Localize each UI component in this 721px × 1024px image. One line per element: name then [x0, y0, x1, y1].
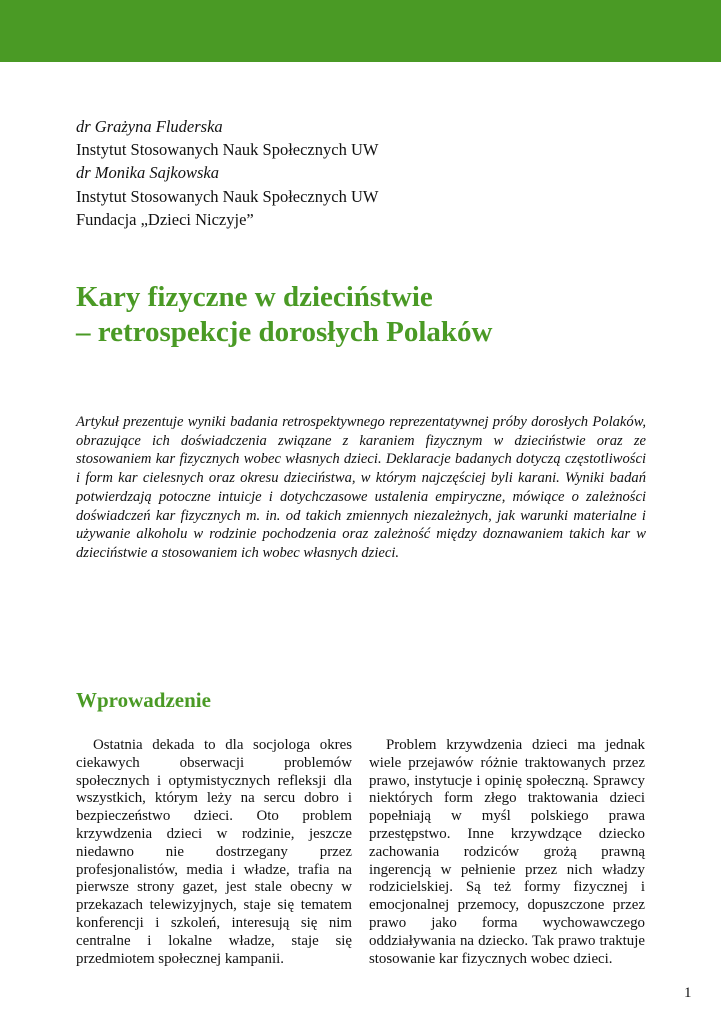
author-name: dr Grażyna Fluderska [76, 117, 223, 136]
article-title-line-1: Kary fizyczne w dzieciństwie [76, 281, 433, 313]
article-title [76, 280, 676, 350]
article-title-line-2: – retrospekcje dorosłych Polaków [76, 316, 493, 348]
author-name: dr Monika Sajkowska [76, 163, 219, 183]
author-affiliation: Instytut Stosowanych Nauk Społecznych UW [76, 186, 379, 206]
abstract: Artykuł prezentuje wyniki badania retrospektywnego reprezentatywnej próby dorosłych Polaków, obrazujące ich doświadczenia związane z karaniem fizycznym w dzieciństwie oraz ze stosowaniem kar fizycznych wobec własnych dzieci. Deklaracje badanych dotyczą częstotliwości i form kar cielesnych oraz okresu dzieciństwa, w którym najczęściej byli karani. Wyniki badań potwierdzają potoczne intuicje i dotychczasowe ustalenia empiryczne, mówiące o zależności doświadczeń kar fizycznych m. in. od takich zmiennych niezależnych, jak warunki materialne i używanie alkoholu w rodzinie pochodzenia oraz zależność między doznawaniem takich kar w dzieciństwie a stosowaniem ich wobec własnych dzieci. [76, 414, 646, 561]
author-affiliation: Instytut Stosowanych Nauk Społecznych UW [76, 140, 379, 160]
section-heading: Wprowadzenie [76, 688, 211, 712]
author-affiliations [76, 115, 636, 231]
body-column-right: Problem krzywdzenia dzieci ma jednak wiele przejawów różnie traktowanych przez prawo, instytucje i opinię społeczną. Sprawcy niektórych form złego traktowania dzieci popełniają w myśl polskiego prawa przestępstwo. Inne krzywdzące dziecko zachowania rodziców grożą prawną ingerencją w pełnienie przez nich władzy rodzicielskiej. Są też formy fizycznej i emocjonalnej przemocy, dopuszczone przez prawo jako forma wychowawczego oddziaływania na dziecko. Tak prawo traktuje stosowanie kar fizycznych wobec dzieci. [369, 737, 645, 967]
body-column-left: Ostatnia dekada to dla socjologa okres ciekawych obserwacji problemów społecznych i optymistycznych refleksji dla wszystkich, którym leży na sercu dobro i bezpieczeństwo dzieci. Oto problem krzywdzenia dzieci w rodzinie, jeszcze niedawno nie dostrzegany przez profesjonalistów, media i władze, trafia na pierwsze strony gazet, jest stale obecny w przekazach telewizyjnych, staje się tematem konferencji i szkoleń, interesują się nim centralne i lokalne władze, staje się przedmiotem społecznej kampanii. [76, 737, 352, 967]
header-color-bar [0, 0, 721, 62]
author-affiliation: Fundacja „Dzieci Niczyje” [76, 209, 254, 229]
page-number: 1 [684, 985, 692, 1001]
